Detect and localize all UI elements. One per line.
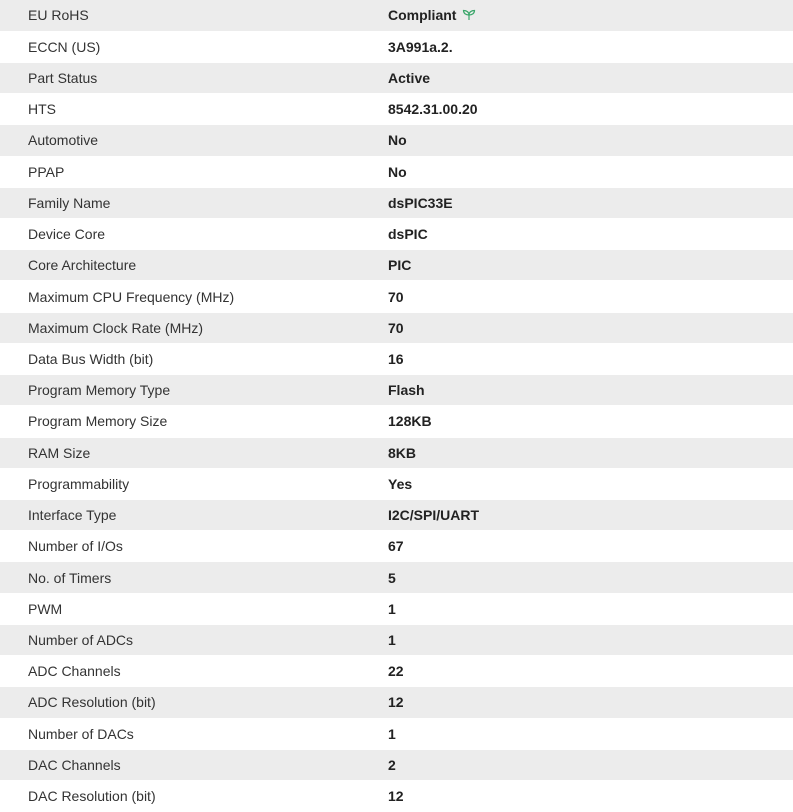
spec-row-eu-rohs bbox=[0, 0, 793, 31]
spec-row-number-of-ios bbox=[0, 531, 793, 562]
spec-value: No bbox=[388, 156, 793, 187]
spec-value: 16 bbox=[388, 343, 793, 374]
spec-label: ADC Channels bbox=[0, 656, 388, 687]
spec-value-cell bbox=[388, 0, 793, 31]
spec-label: DAC Channels bbox=[0, 749, 388, 780]
spec-value: Flash bbox=[388, 375, 793, 406]
spec-row-number-of-timers bbox=[0, 562, 793, 593]
spec-label: Core Architecture bbox=[0, 250, 388, 281]
spec-row-eccn bbox=[0, 31, 793, 62]
spec-row-adc-channels bbox=[0, 656, 793, 687]
spec-value: 1 bbox=[388, 718, 793, 749]
spec-label: Maximum CPU Frequency (MHz) bbox=[0, 281, 388, 312]
spec-row-ram-size bbox=[0, 437, 793, 468]
spec-label: Maximum Clock Rate (MHz) bbox=[0, 312, 388, 343]
spec-row-number-of-adcs bbox=[0, 624, 793, 655]
spec-value: 8KB bbox=[388, 437, 793, 468]
spec-value: 5 bbox=[388, 562, 793, 593]
spec-row-part-status bbox=[0, 62, 793, 93]
spec-value: 3A991a.2. bbox=[388, 31, 793, 62]
spec-value: I2C/SPI/UART bbox=[388, 500, 793, 531]
spec-value: 22 bbox=[388, 656, 793, 687]
spec-value: Yes bbox=[388, 468, 793, 499]
spec-label: No. of Timers bbox=[0, 562, 388, 593]
spec-label: Device Core bbox=[0, 219, 388, 250]
spec-value: 12 bbox=[388, 687, 793, 718]
spec-label: PWM bbox=[0, 593, 388, 624]
spec-label: RAM Size bbox=[0, 437, 388, 468]
spec-value: dsPIC bbox=[388, 219, 793, 250]
spec-row-data-bus-width bbox=[0, 343, 793, 374]
spec-value: 70 bbox=[388, 312, 793, 343]
spec-value: 12 bbox=[388, 780, 793, 811]
spec-label: DAC Resolution (bit) bbox=[0, 780, 388, 811]
spec-row-programmability bbox=[0, 468, 793, 499]
spec-value: 1 bbox=[388, 624, 793, 655]
spec-label: ECCN (US) bbox=[0, 31, 388, 62]
spec-label: Program Memory Type bbox=[0, 375, 388, 406]
spec-row-dac-resolution bbox=[0, 780, 793, 811]
spec-row-max-clock-rate bbox=[0, 312, 793, 343]
spec-label: Program Memory Size bbox=[0, 406, 388, 437]
spec-value: 1 bbox=[388, 593, 793, 624]
spec-row-program-memory-type bbox=[0, 375, 793, 406]
spec-label: Automotive bbox=[0, 125, 388, 156]
spec-value: dsPIC33E bbox=[388, 187, 793, 218]
spec-row-dac-channels bbox=[0, 749, 793, 780]
spec-label: Interface Type bbox=[0, 500, 388, 531]
spec-value: Compliant bbox=[388, 7, 457, 24]
spec-row-max-cpu-frequency bbox=[0, 281, 793, 312]
spec-label: Programmability bbox=[0, 468, 388, 499]
spec-value: PIC bbox=[388, 250, 793, 281]
spec-label: HTS bbox=[0, 94, 388, 125]
spec-label: Part Status bbox=[0, 62, 388, 93]
spec-row-family-name bbox=[0, 187, 793, 218]
spec-label: Number of DACs bbox=[0, 718, 388, 749]
spec-value: 128KB bbox=[388, 406, 793, 437]
spec-label: Number of ADCs bbox=[0, 624, 388, 655]
spec-label: EU RoHS bbox=[0, 0, 388, 31]
spec-value: No bbox=[388, 125, 793, 156]
spec-row-hts bbox=[0, 94, 793, 125]
spec-row-interface-type bbox=[0, 500, 793, 531]
spec-row-number-of-dacs bbox=[0, 718, 793, 749]
spec-value: 2 bbox=[388, 749, 793, 780]
spec-row-adc-resolution bbox=[0, 687, 793, 718]
spec-label: Data Bus Width (bit) bbox=[0, 343, 388, 374]
spec-value: 67 bbox=[388, 531, 793, 562]
spec-label: PPAP bbox=[0, 156, 388, 187]
spec-label: Number of I/Os bbox=[0, 531, 388, 562]
spec-row-ppap bbox=[0, 156, 793, 187]
spec-row-core-architecture bbox=[0, 250, 793, 281]
spec-row-program-memory-size bbox=[0, 406, 793, 437]
spec-value: 70 bbox=[388, 281, 793, 312]
spec-row-device-core bbox=[0, 219, 793, 250]
spec-label: Family Name bbox=[0, 187, 388, 218]
spec-row-pwm bbox=[0, 593, 793, 624]
spec-value: 8542.31.00.20 bbox=[388, 94, 793, 125]
spec-label: ADC Resolution (bit) bbox=[0, 687, 388, 718]
leaf-icon bbox=[462, 9, 476, 21]
spec-value: Active bbox=[388, 62, 793, 93]
spec-row-automotive bbox=[0, 125, 793, 156]
